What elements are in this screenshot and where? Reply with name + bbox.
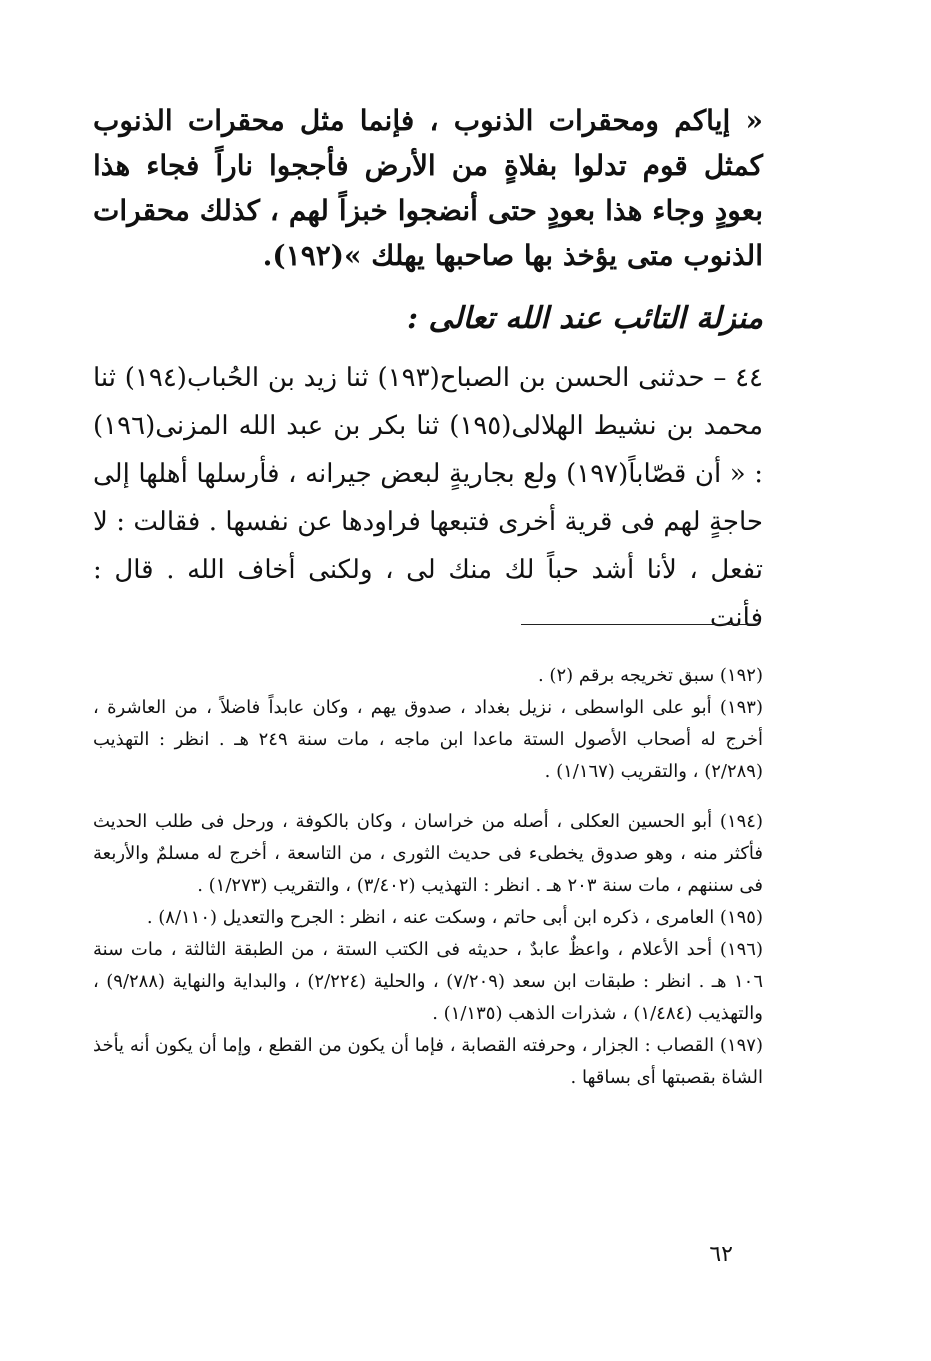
- section-heading: منزلة التائب عند الله تعالى :: [407, 301, 763, 336]
- footnote-192: (١٩٢) سبق تخريجه برقم (٢) .: [537, 665, 763, 686]
- footnotes-section: [93, 660, 763, 1094]
- footnote-194: (١٩٤) أبو الحسين العكلى ، أصله من خراسان ، وكان بالكوفة ، ورحل فى طلب الحديث فأكثر منه ، وهو صدوق يخطىء فى حديث الثورى ، من التاسعة ، أخرج له مسلمٌ والأربعة فى سننهم ، مات سنة ٢٠٣ هـ . انظر : التهذيب (٣/٤٠٢) ، والتقريب (١/٢٧٣) .: [93, 811, 763, 896]
- footnote-193: (١٩٣) أبو على الواسطى ، نزيل بغداد ، صدوق يهم ، وكان عابداً فاضلاً ، من العاشرة ، أخرج له أصحاب الأصول الستة ماعدا ابن ماجه ، مات سنة ٢٤٩ هـ . انظر : التهذيب (٢/٢٨٩) ، والتقريب (١/١٦٧) .: [93, 697, 763, 782]
- footnote-196: (١٩٦) أحد الأعلام ، واعظٌ عابدٌ ، حديثه فى الكتب الستة ، من الطبقة الثالثة ، مات سنة ١٠٦ هـ . انظر : طبقات ابن سعد (٧/٢٠٩) ، والحلية (٢/٢٢٤) ، والبداية والنهاية (٩/٢٨٨) ، والتهذيب (١/٤٨٤) ، شذرات الذهب (١/١٣٥) .: [93, 939, 764, 1024]
- page-number: ٦٢: [709, 1242, 733, 1267]
- footnote-197: (١٩٧) القصاب : الجزار ، وحرفته القصابة ، فإما أن يكون من القطع ، وإما أن يكون أنه يأخذ الشاة بقصبتها أى بساقها .: [93, 1035, 763, 1088]
- footnote-195: (١٩٥) العامرى ، ذكره ابن أبى حاتم ، وسكت عنه ، انظر : الجرح والتعديل (٨/١١٠) .: [146, 907, 763, 928]
- hadith-quote-paragraph: « إياكم ومحقرات الذنوب ، فإنما مثل محقرات الذنوب كمثل قوم تدلوا بفلاةٍ من الأرض فأججوا ناراً فجاء هذا بعودٍ وجاء هذا بعودٍ حتى أنضجوا خبزاً لهم ، كذلك محقرات الذنوب متى يؤخذ بها صاحبها يهلك »(١٩٢).: [93, 104, 763, 272]
- footnote-separator: [521, 624, 759, 625]
- narration-paragraph: ٤٤ – حدثنى الحسن بن الصباح(١٩٣) ثنا زيد بن الحُباب(١٩٤) ثنا محمد بن نشيط الهلالى(١٩٥) ثنا بكر بن عبد الله المزنى(١٩٦) : « أن قصّاباً(١٩٧) ولع بجاريةٍ لبعض جيرانه ، فأرسلها أهلها إلى حاجةٍ لهم فى قرية أخرى فتبعها فراودها عن نفسها . فقالت : لا تفعل ، لأنا أشد حباً لك منك لى ، ولكنى أخاف الله . قال : فأنت: [93, 363, 763, 633]
